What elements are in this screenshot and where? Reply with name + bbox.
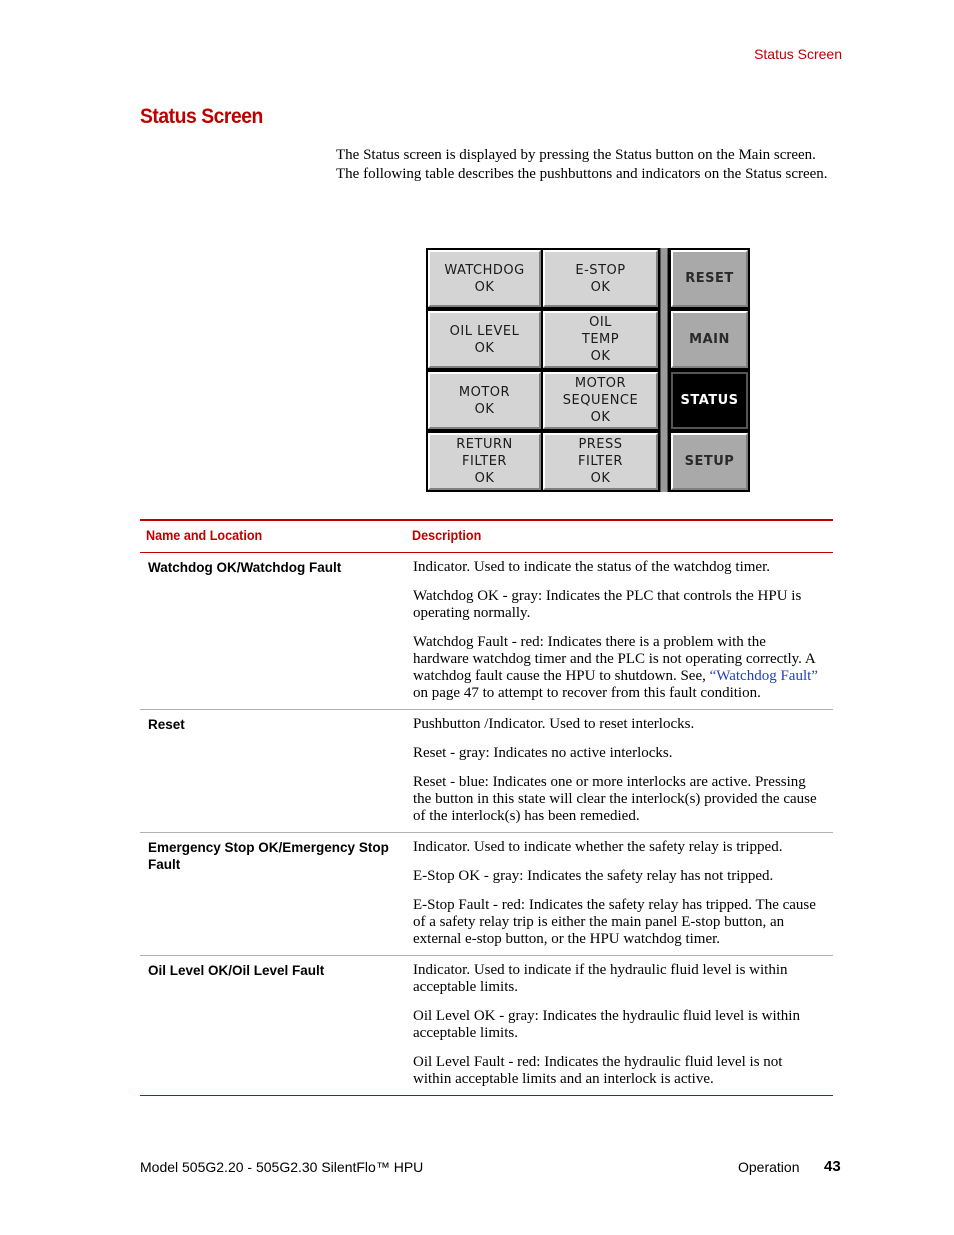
reset-button[interactable]: RESET [671, 250, 748, 307]
table-row [140, 553, 833, 710]
status-button[interactable]: STATUS [671, 372, 748, 429]
footer-model: Model 505G2.20 - 505G2.30 SilentFlo™ HPU [140, 1159, 424, 1175]
description-paragraph: Oil Level Fault - red: Indicates the hydraulic fluid level is not within acceptable limits and an interlock is active. [413, 1054, 783, 1087]
press-filter-ok-indicator[interactable]: PRESS FILTER OK [543, 433, 658, 490]
description-paragraph: Indicator. Used to indicate if the hydraulic fluid level is within acceptable limits. [413, 962, 788, 995]
estop-ok-indicator[interactable]: E-STOP OK [543, 250, 658, 307]
description-paragraph: Watchdog OK - gray: Indicates the PLC that controls the HPU is operating normally. [413, 588, 802, 621]
oil-level-ok-indicator[interactable]: OIL LEVEL OK [428, 311, 541, 368]
description-paragraph: Oil Level OK - gray: Indicates the hydraulic fluid level is within acceptable limits. [413, 1008, 800, 1041]
table-row [140, 710, 833, 833]
motor-ok-indicator[interactable]: MOTOR OK [428, 372, 541, 429]
column-header-name: Name and Location [146, 527, 263, 543]
row-name: Watchdog OK/Watchdog Fault [148, 560, 342, 575]
return-filter-ok-indicator[interactable]: RETURN FILTER OK [428, 433, 541, 490]
row-name: Reset [148, 717, 185, 732]
description-paragraph: Indicator. Used to indicate the status of the watchdog timer. [413, 559, 770, 575]
running-header: Status Screen [754, 46, 842, 62]
watchdog-fault-link[interactable]: “Watchdog Fault” [709, 668, 818, 684]
description-text: Watchdog Fault - red: Indicates there is a problem with the hardware watchdog timer and the PLC is not operating correctly. A watchdog fault cause the HPU to shutdown. See, [413, 634, 815, 684]
page-number: 43 [824, 1158, 841, 1175]
description-paragraph: Reset - gray: Indicates no active interlocks. [413, 745, 673, 761]
row-description [413, 553, 823, 709]
description-paragraph: E-Stop Fault - red: Indicates the safety relay has tripped. The cause of a safety relay trip is either the main panel E-stop button, an external e-stop button, or the HPU watchdog timer. [413, 897, 816, 947]
main-button[interactable]: MAIN [671, 311, 748, 368]
intro-paragraph: The Status screen is displayed by pressing the Status button on the Main screen. The following table describes the pushbuttons and indicators on the Status screen. [336, 147, 828, 182]
description-paragraph: Reset - blue: Indicates one or more interlocks are active. Pressing the button in this state will clear the interlock(s) provided the cause of the interlock(s) has been remedied. [413, 774, 817, 824]
footer-section: Operation [738, 1159, 800, 1175]
row-name: Emergency Stop OK/Emergency Stop Fault [148, 840, 389, 872]
description-table [140, 519, 833, 1096]
description-paragraph: E-Stop OK - gray: Indicates the safety relay has not tripped. [413, 868, 774, 884]
description-paragraph [413, 634, 823, 702]
setup-button[interactable]: SETUP [671, 433, 748, 490]
section-title: Status Screen [140, 105, 263, 128]
row-name: Oil Level OK/Oil Level Fault [148, 963, 325, 978]
column-header-description: Description [412, 527, 482, 543]
table-row [140, 833, 833, 956]
row-description [413, 710, 823, 832]
table-row [140, 956, 833, 1096]
watchdog-ok-indicator[interactable]: WATCHDOG OK [428, 250, 541, 307]
description-text: on page 47 to attempt to recover from this fault condition. [413, 685, 761, 701]
table-header [140, 519, 833, 553]
panel-divider [660, 248, 668, 492]
oil-temp-ok-indicator[interactable]: OIL TEMP OK [543, 311, 658, 368]
row-description [413, 833, 823, 955]
row-description [413, 956, 823, 1095]
motor-sequence-ok-indicator[interactable]: MOTOR SEQUENCE OK [543, 372, 658, 429]
description-paragraph: Pushbutton /Indicator. Used to reset interlocks. [413, 716, 695, 732]
status-screen-panel [426, 248, 750, 492]
description-paragraph: Indicator. Used to indicate whether the safety relay is tripped. [413, 839, 783, 855]
